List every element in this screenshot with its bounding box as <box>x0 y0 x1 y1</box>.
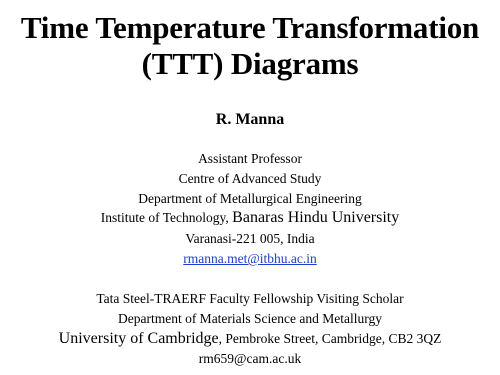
host-address: , Pembroke Street, Cambridge, CB2 3QZ <box>218 331 442 346</box>
host-university-line <box>0 330 500 348</box>
email-secondary-line: rm659@cam.ac.uk <box>198 351 302 366</box>
author-position: Assistant Professor <box>198 151 302 166</box>
slide-title-line-2: (TTT) Diagrams <box>141 46 359 81</box>
institute-line <box>0 209 500 227</box>
fellowship-line: Tata Steel-TRAERF Faculty Fellowship Visiting Scholar <box>96 291 404 306</box>
department-name: Department of Metallurgical Engineering <box>138 191 362 206</box>
centre-name: Centre of Advanced Study <box>178 171 322 186</box>
host-university-name: University of Cambridge <box>58 330 219 347</box>
slide-title-line-1: Time Temperature Transformation <box>20 10 480 45</box>
author-name: R. Manna <box>215 111 285 128</box>
email-primary-line <box>0 250 500 268</box>
institute-name: Institute of Technology, <box>100 210 229 225</box>
email-primary-link[interactable]: rmanna.met@itbhu.ac.in <box>183 251 317 266</box>
host-department-line: Department of Materials Science and Metallurgy <box>117 311 383 326</box>
university-name: Banaras Hindu University <box>232 209 400 226</box>
city-line: Varanasi-221 005, India <box>185 231 315 246</box>
